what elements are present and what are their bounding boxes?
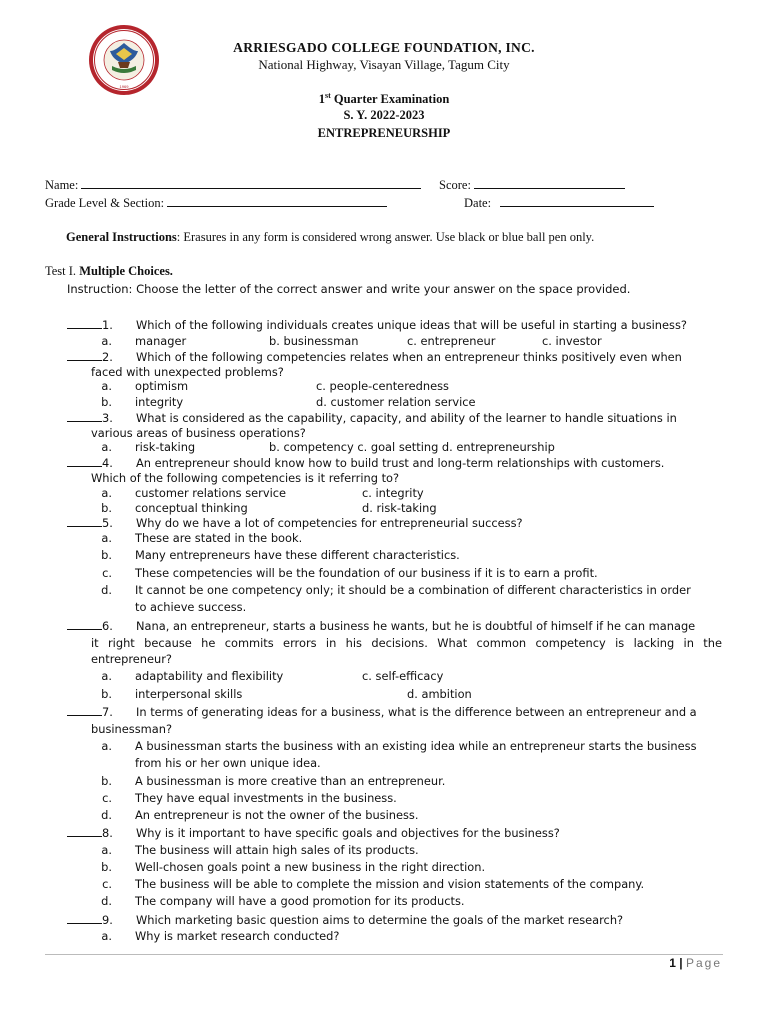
- option-letter-d: d.: [101, 894, 112, 908]
- option-letter-b: b.: [101, 774, 112, 788]
- score-field[interactable]: [439, 178, 625, 193]
- q7-option-a-line1: A businessman starts the business with an existing idea while an entrepreneur starts the business: [135, 739, 697, 753]
- test-heading: [45, 264, 173, 279]
- test-instruction: Instruction: Choose the letter of the correct answer and write your answer on the space provided.: [67, 282, 631, 296]
- q1-num: 1.: [102, 318, 113, 332]
- q2-text-line1: Which of the following competencies relates when an entrepreneur thinks positively even when: [136, 350, 682, 364]
- q5-option-c: These competencies will be the foundation of our business if it is to earn a profit.: [135, 566, 598, 580]
- q8-option-d: The company will have a good promotion for its products.: [135, 894, 465, 908]
- exam-superscript: st: [324, 91, 331, 100]
- q2-option-d: d. customer relation service: [316, 395, 476, 409]
- q2-option-a: optimism: [135, 379, 189, 393]
- q1-option-c: c. entrepreneur: [407, 334, 496, 348]
- grade-section-field[interactable]: [45, 196, 387, 211]
- q5-option-d-line1: It cannot be one competency only; it should be a combination of different characteristics in order: [135, 583, 691, 597]
- test-title: Multiple Choices.: [79, 264, 173, 278]
- q9-num: 9.: [102, 913, 113, 927]
- option-letter-d: d.: [101, 808, 112, 822]
- q4-text-line2: Which of the following competencies is it referring to?: [91, 471, 400, 485]
- q5-num: 5.: [102, 516, 113, 530]
- name-field[interactable]: [45, 178, 421, 193]
- page-separator: |: [675, 956, 686, 970]
- footer-divider: [45, 954, 723, 955]
- q8-text: Why is it important to have specific goals and objectives for the business?: [136, 826, 560, 840]
- option-letter-c: c.: [102, 877, 112, 891]
- q1-text: Which of the following individuals creates unique ideas that will be useful in starting a business?: [136, 318, 687, 332]
- q3-text-line1: What is considered as the capability, capacity, and ability of the learner to handle situations in: [136, 411, 677, 425]
- exam-title: [0, 91, 768, 107]
- question-9-number: [67, 912, 113, 929]
- q4-num: 4.: [102, 456, 113, 470]
- q7-text-line2: businessman?: [91, 722, 172, 736]
- option-letter-b: b.: [101, 501, 112, 515]
- q5-option-b: Many entrepreneurs have these different characteristics.: [135, 548, 460, 562]
- option-letter-a: a.: [101, 334, 112, 348]
- school-address: National Highway, Visayan Village, Tagum City: [258, 57, 510, 72]
- q6-option-a: adaptability and flexibility: [135, 669, 284, 683]
- page-word: Page: [685, 956, 722, 970]
- q7-option-b: A businessman is more creative than an entrepreneur.: [135, 774, 446, 788]
- q6-text-line2: it right because he commits errors in his decisions. What common competency is lacking in the: [91, 636, 722, 650]
- option-letter-a: a.: [101, 739, 112, 753]
- date-line[interactable]: [500, 196, 654, 207]
- q6-option-b: interpersonal skills: [135, 687, 243, 701]
- q6-option-c: c. self-efficacy: [362, 669, 444, 683]
- answer-blank[interactable]: [67, 705, 102, 716]
- answer-blank[interactable]: [67, 318, 102, 329]
- answer-blank[interactable]: [67, 619, 102, 630]
- option-letter-a: a.: [101, 379, 112, 393]
- grade-section-label: Grade Level & Section:: [45, 196, 165, 210]
- option-letter-b: b.: [101, 395, 112, 409]
- question-1-number: [67, 317, 113, 334]
- q2-text-line2: faced with unexpected problems?: [91, 365, 284, 379]
- page-number: 1: [669, 956, 676, 970]
- q9-text: Which marketing basic question aims to determine the goals of the market research?: [136, 913, 624, 927]
- school-year: S. Y. 2022-2023: [343, 108, 425, 122]
- option-letter-c: c.: [102, 566, 112, 580]
- answer-blank[interactable]: [67, 456, 102, 467]
- test-prefix: Test I.: [45, 264, 80, 278]
- q6-text-line3: entrepreneur?: [91, 652, 172, 666]
- option-letter-a: a.: [101, 669, 112, 683]
- q8-option-a: The business will attain high sales of its products.: [135, 843, 419, 857]
- general-instructions-text: : Erasures in any form is considered wrong answer. Use black or blue ball pen only.: [176, 230, 595, 244]
- option-letter-a: a.: [101, 843, 112, 857]
- q1-option-b: b. businessman: [269, 334, 359, 348]
- option-letter-a: a.: [101, 531, 112, 545]
- answer-blank[interactable]: [67, 516, 102, 527]
- q1-option-d: c. investor: [542, 334, 602, 348]
- option-letter-a: a.: [101, 440, 112, 454]
- q3-num: 3.: [102, 411, 113, 425]
- grade-section-line[interactable]: [167, 196, 387, 207]
- option-letter-d: d.: [101, 583, 112, 597]
- exam-number: 1: [318, 92, 325, 107]
- question-7-number: [67, 704, 113, 721]
- answer-blank[interactable]: [67, 350, 102, 361]
- score-line[interactable]: [474, 178, 625, 189]
- q7-num: 7.: [102, 705, 113, 719]
- q7-option-d: An entrepreneur is not the owner of the business.: [135, 808, 419, 822]
- school-name: ARRIESGADO COLLEGE FOUNDATION, INC.: [233, 40, 535, 55]
- q5-text: Why do we have a lot of competencies for entrepreneurial success?: [136, 516, 523, 530]
- q2-option-c: c. people-centeredness: [316, 379, 449, 393]
- date-label: Date:: [464, 196, 492, 210]
- q7-option-a-line2: from his or her own unique idea.: [135, 756, 321, 770]
- question-8-number: [67, 825, 113, 842]
- q3-option-a: risk-taking: [135, 440, 196, 454]
- q7-text-line1: In terms of generating ideas for a business, what is the difference between an entrepreneur and a: [136, 705, 697, 719]
- option-letter-a: a.: [101, 929, 112, 943]
- answer-blank[interactable]: [67, 913, 102, 924]
- q3-options-bcd: b. competency c. goal setting d. entrepreneurship: [269, 440, 555, 454]
- q4-option-c: c. integrity: [362, 486, 424, 500]
- q5-option-d-line2: to achieve success.: [135, 600, 247, 614]
- general-instructions: [66, 230, 594, 245]
- option-letter-b: b.: [101, 548, 112, 562]
- q6-option-d: d. ambition: [407, 687, 472, 701]
- q9-option-a: Why is market research conducted?: [135, 929, 340, 943]
- question-6-number: [67, 618, 113, 635]
- q2-option-b: integrity: [135, 395, 184, 409]
- q4-text-line1: An entrepreneur should know how to build trust and long-term relationships with customers.: [136, 456, 665, 470]
- answer-blank[interactable]: [67, 826, 102, 837]
- q5-option-a: These are stated in the book.: [135, 531, 303, 545]
- q3-text-line2: various areas of business operations?: [91, 426, 306, 440]
- q4-option-b: conceptual thinking: [135, 501, 248, 515]
- q8-num: 8.: [102, 826, 113, 840]
- name-line[interactable]: [81, 178, 421, 189]
- q6-text-line1: Nana, an entrepreneur, starts a business he wants, but he is doubtful of himself if he can manage: [136, 619, 696, 633]
- general-instructions-label: General Instructions: [66, 230, 177, 244]
- date-field[interactable]: [464, 196, 654, 211]
- page-footer: [669, 956, 722, 970]
- question-5-number: [67, 515, 113, 532]
- svg-text:1969: 1969: [119, 84, 129, 89]
- q4-option-a: customer relations service: [135, 486, 287, 500]
- subject-title: ENTREPRENEURSHIP: [317, 126, 451, 140]
- q2-num: 2.: [102, 350, 113, 364]
- name-label: Name:: [45, 178, 79, 192]
- answer-blank[interactable]: [67, 411, 102, 422]
- q7-option-c: They have equal investments in the business.: [135, 791, 397, 805]
- q1-option-a: manager: [135, 334, 187, 348]
- q6-num: 6.: [102, 619, 113, 633]
- option-letter-c: c.: [102, 791, 112, 805]
- option-letter-a: a.: [101, 486, 112, 500]
- q8-option-c: The business will be able to complete the mission and vision statements of the company.: [135, 877, 645, 891]
- exam-title-rest: Quarter Examination: [330, 92, 450, 107]
- q8-option-b: Well-chosen goals point a new business in the right direction.: [135, 860, 486, 874]
- q4-option-d: d. risk-taking: [362, 501, 437, 515]
- option-letter-b: b.: [101, 687, 112, 701]
- option-letter-b: b.: [101, 860, 112, 874]
- score-label: Score:: [439, 178, 471, 192]
